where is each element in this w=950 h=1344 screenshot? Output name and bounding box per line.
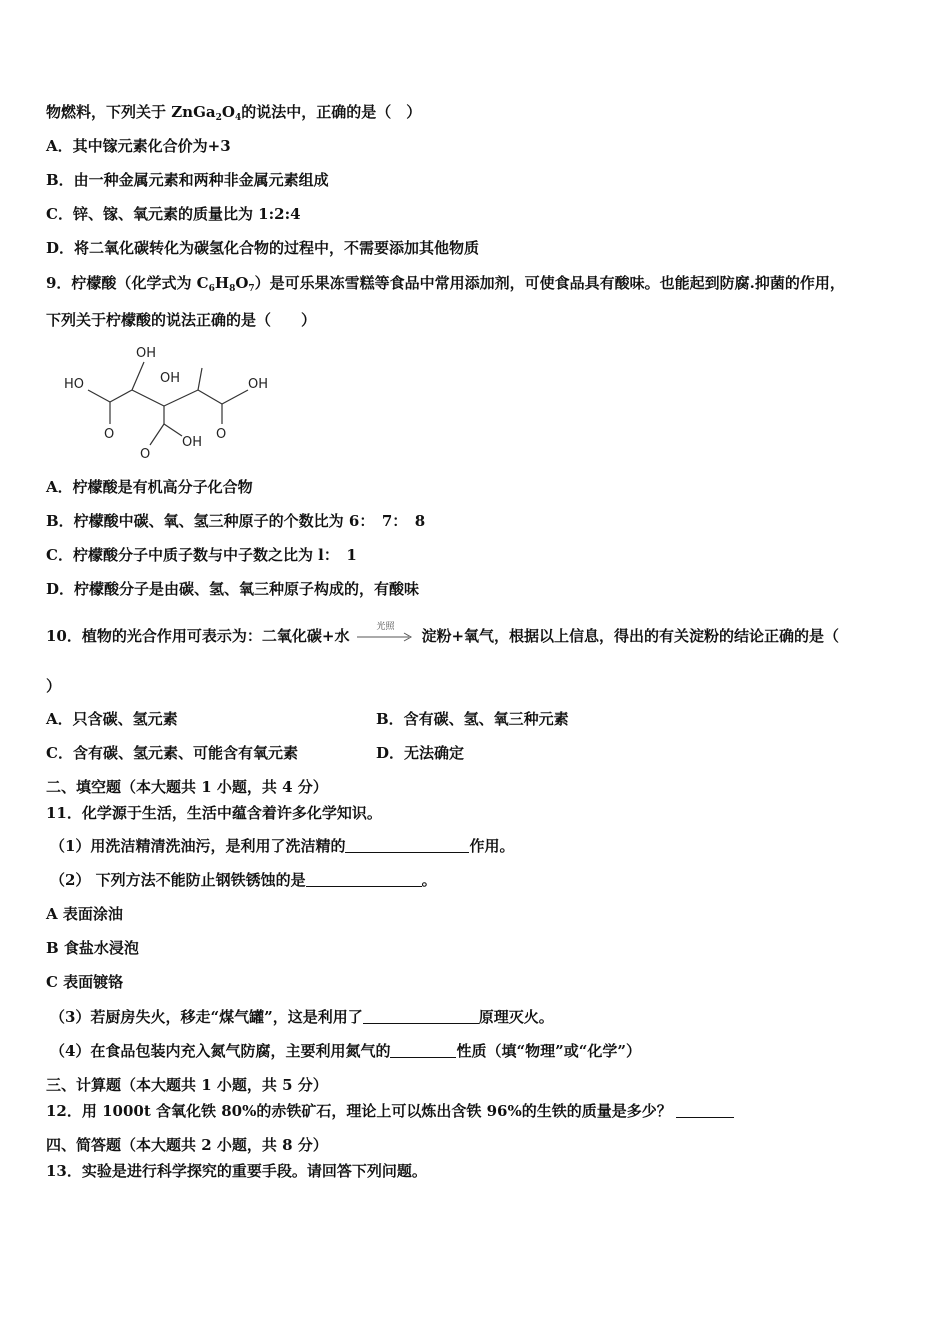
q10-option-b: B．含有碳、氢、氧三种元素 bbox=[376, 710, 569, 728]
q11-option-c: C 表面镀铬 bbox=[46, 973, 124, 991]
q9-stem-line2: 下列关于柠檬酸的说法正确的是（ ） bbox=[46, 311, 317, 329]
label-o-right: O bbox=[216, 427, 227, 442]
q11-part4: （4）在食品包装内充入氮气防腐，主要利用氮气的 性质（填“物理”或“化学”） bbox=[50, 1042, 641, 1060]
q8-option-a: A．其中镓元素化合价为+3 bbox=[46, 137, 231, 155]
label-oh-right: OH bbox=[248, 377, 269, 392]
section2-heading: 二、填空题（本大题共 1 小题，共 4 分） bbox=[46, 778, 328, 796]
q9-option-d: D．柠檬酸分子是由碳、氢、氧三种原子构成的，有酸味 bbox=[46, 580, 420, 598]
q12-answer-blank[interactable] bbox=[676, 1103, 734, 1118]
q10-stem: 10．植物的光合作用可表示为：二氧化碳+水 光照 淀粉+氧气，根据以上信息，得出的有关淀粉的结论正确的是（ bbox=[46, 626, 839, 647]
q10-options-row2 bbox=[46, 743, 465, 763]
q11-part3: （3）若厨房失火，移走“煤气罐”，这是利用了 原理灭火。 bbox=[50, 1008, 554, 1026]
label-o-left: O bbox=[104, 427, 115, 442]
arrow-condition-label: 光照 bbox=[376, 622, 395, 632]
section4-heading: 四、简答题（本大题共 2 小题，共 8 分） bbox=[46, 1136, 328, 1154]
q10-option-c: C．含有碳、氢元素、可能含有氧元素 bbox=[46, 744, 298, 762]
q11-part1: （1）用洗洁精清洗油污，是利用了洗洁精的 作用。 bbox=[50, 837, 515, 855]
q11-part1-blank[interactable] bbox=[345, 838, 469, 853]
q11-stem: 11．化学源于生活，生活中蕴含着许多化学知识。 bbox=[46, 804, 382, 822]
q8-option-b: B．由一种金属元素和两种非金属元素组成 bbox=[46, 171, 329, 189]
q9-option-b: B．柠檬酸中碳、氧、氢三种原子的个数比为 6： 7： 8 bbox=[46, 512, 426, 530]
q11-option-b: B 食盐水浸泡 bbox=[46, 939, 139, 957]
q8-option-d: D．将二氧化碳转化为碳氢化合物的过程中，不需要添加其他物质 bbox=[46, 239, 480, 257]
label-oh-top: OH bbox=[136, 346, 157, 361]
q11-part2: （2） 下列方法不能防止钢铁锈蚀的是 。 bbox=[50, 871, 437, 889]
q11-part2-blank[interactable] bbox=[306, 872, 422, 887]
q11-part3-blank[interactable] bbox=[363, 1009, 479, 1024]
q8-option-c: C．锌、镓、氧元素的质量比为 1:2:4 bbox=[46, 205, 301, 223]
q10-option-d: D．无法确定 bbox=[376, 744, 465, 762]
q11-option-a: A 表面涂油 bbox=[46, 905, 123, 923]
q9-option-a: A．柠檬酸是有机高分子化合物 bbox=[46, 478, 253, 496]
label-oh-bottom: OH bbox=[182, 435, 203, 450]
label-o-bottom: O bbox=[140, 447, 151, 462]
label-ho-left: HO bbox=[64, 377, 85, 392]
q8-stem: 物燃料，下列关于 $ZnGa_2O_4$的说法中，正确的是（ ） bbox=[46, 103, 422, 123]
q10-stem-line2: ） bbox=[46, 677, 62, 695]
q13-stem: 13．实验是进行科学探究的重要手段。请回答下列问题。 bbox=[46, 1162, 427, 1180]
q12-stem: 12．用 1000t 含氧化铁 80%的赤铁矿石，理论上可以炼出含铁 96%的生铁的质量是多少？ bbox=[46, 1101, 734, 1121]
q10-option-a: A．只含碳、氢元素 bbox=[46, 710, 178, 728]
label-oh-mid: OH bbox=[160, 371, 181, 386]
reaction-arrow bbox=[355, 622, 415, 647]
q11-part4-blank[interactable] bbox=[390, 1043, 456, 1058]
arrow-icon bbox=[355, 629, 415, 645]
q9-option-c: C．柠檬酸分子中质子数与中子数之比为 l： 1 bbox=[46, 546, 357, 564]
q10-options-row1 bbox=[46, 709, 569, 729]
section3-heading: 三、计算题（本大题共 1 小题，共 5 分） bbox=[46, 1076, 328, 1094]
q9-stem: 9．柠檬酸（化学式为 $C_6H_8O_7$）是可乐果冻雪糕等食品中常用添加剂，可使食品具有酸味。也能起到防腐.抑菌的作用， bbox=[46, 274, 845, 294]
citric-acid-structure-diagram bbox=[58, 340, 288, 465]
